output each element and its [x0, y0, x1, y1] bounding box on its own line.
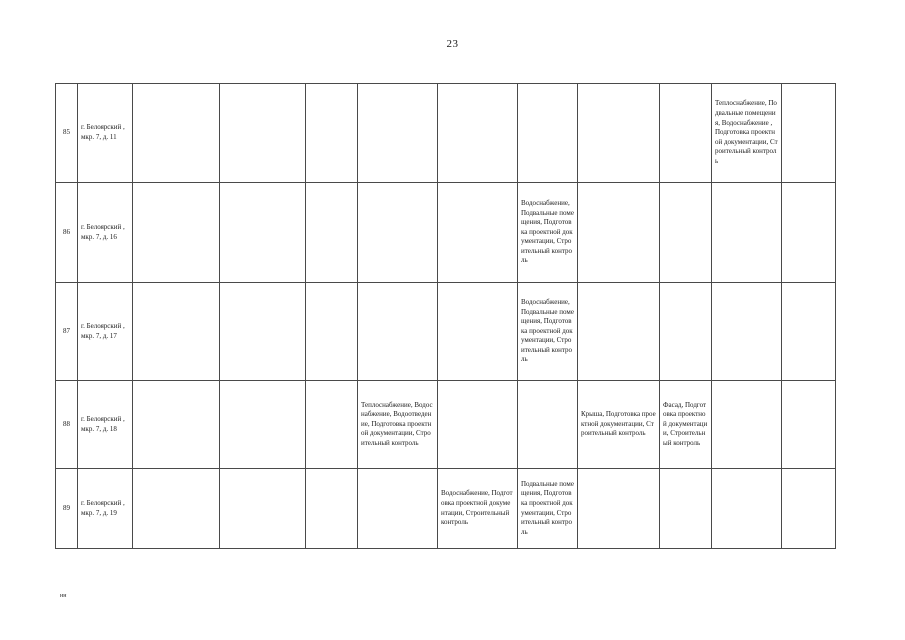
table-cell	[660, 283, 712, 381]
table-row	[56, 381, 836, 469]
table-cell	[660, 469, 712, 549]
table-cell	[358, 183, 438, 283]
table-cell	[782, 283, 836, 381]
row-number: 89	[56, 469, 78, 549]
table-cell	[782, 381, 836, 469]
table-cell	[518, 381, 578, 469]
row-number: 86	[56, 183, 78, 283]
table-cell	[578, 469, 660, 549]
table-cell	[712, 183, 782, 283]
table-cell	[220, 283, 306, 381]
table-row	[56, 283, 836, 381]
table-cell	[660, 183, 712, 283]
table-cell	[578, 183, 660, 283]
footer-mark: нн	[60, 593, 67, 599]
table-cell	[306, 283, 358, 381]
table-cell	[438, 283, 518, 381]
table-cell	[358, 283, 438, 381]
table-cell	[306, 469, 358, 549]
table-cell	[133, 381, 220, 469]
table-cell	[306, 84, 358, 183]
table-cell	[712, 469, 782, 549]
work-cell: Теплоснабжение, Водоснабжение, Водоотведение, Подготовка проектной документации, Строительный контроль	[358, 381, 438, 469]
table-cell	[712, 283, 782, 381]
table-cell	[133, 84, 220, 183]
table-cell	[712, 381, 782, 469]
table-cell	[133, 183, 220, 283]
table-row	[56, 84, 836, 183]
work-cell: Водоснабжение, Подвальные помещения, Подготовка проектной документации, Строительный контроль	[518, 283, 578, 381]
table-cell	[438, 183, 518, 283]
row-number: 85	[56, 84, 78, 183]
table-cell	[133, 469, 220, 549]
work-cell: Крыша, Подготовка проектной документации, Строительный контроль	[578, 381, 660, 469]
table-row	[56, 469, 836, 549]
table-cell	[306, 381, 358, 469]
row-number: 88	[56, 381, 78, 469]
page-number: 23	[446, 38, 459, 50]
table-cell	[782, 183, 836, 283]
capital-repair-table	[55, 83, 836, 549]
table-cell	[660, 84, 712, 183]
work-cell: Водоснабжение, Подвальные помещения, Подготовка проектной документации, Строительный контроль	[518, 183, 578, 283]
table-cell	[220, 469, 306, 549]
table-row	[56, 183, 836, 283]
table-cell	[306, 183, 358, 283]
table-cell	[782, 469, 836, 549]
work-cell: Подвальные помещения, Подготовка проектной документации, Строительный контроль	[518, 469, 578, 549]
table-cell	[133, 283, 220, 381]
row-address: г. Белоярский ,мкр. 7, д. 17	[78, 283, 133, 381]
table-cell	[220, 381, 306, 469]
table-cell	[358, 469, 438, 549]
row-address: г. Белоярский ,мкр. 7, д. 18	[78, 381, 133, 469]
table-cell	[220, 84, 306, 183]
table-cell	[220, 183, 306, 283]
table-cell	[358, 84, 438, 183]
row-address: г. Белоярский ,мкр. 7, д. 19	[78, 469, 133, 549]
table-cell	[578, 283, 660, 381]
table-cell	[438, 84, 518, 183]
row-address: г. Белоярский ,мкр. 7, д. 16	[78, 183, 133, 283]
work-cell: Фасад, Подготовка проектной документации, Строительный контроль	[660, 381, 712, 469]
work-cell: Водоснабжение, Подготовка проектной документации, Строительный контроль	[438, 469, 518, 549]
row-number: 87	[56, 283, 78, 381]
work-cell: Теплоснабжение, Подвальные помещения, Водоснабжение , Подготовка проектной документации, Строительный контроль	[712, 84, 782, 183]
table-cell	[438, 381, 518, 469]
table-cell	[782, 84, 836, 183]
row-address: г. Белоярский ,мкр. 7, д. 11	[78, 84, 133, 183]
table-cell	[518, 84, 578, 183]
table-cell	[578, 84, 660, 183]
